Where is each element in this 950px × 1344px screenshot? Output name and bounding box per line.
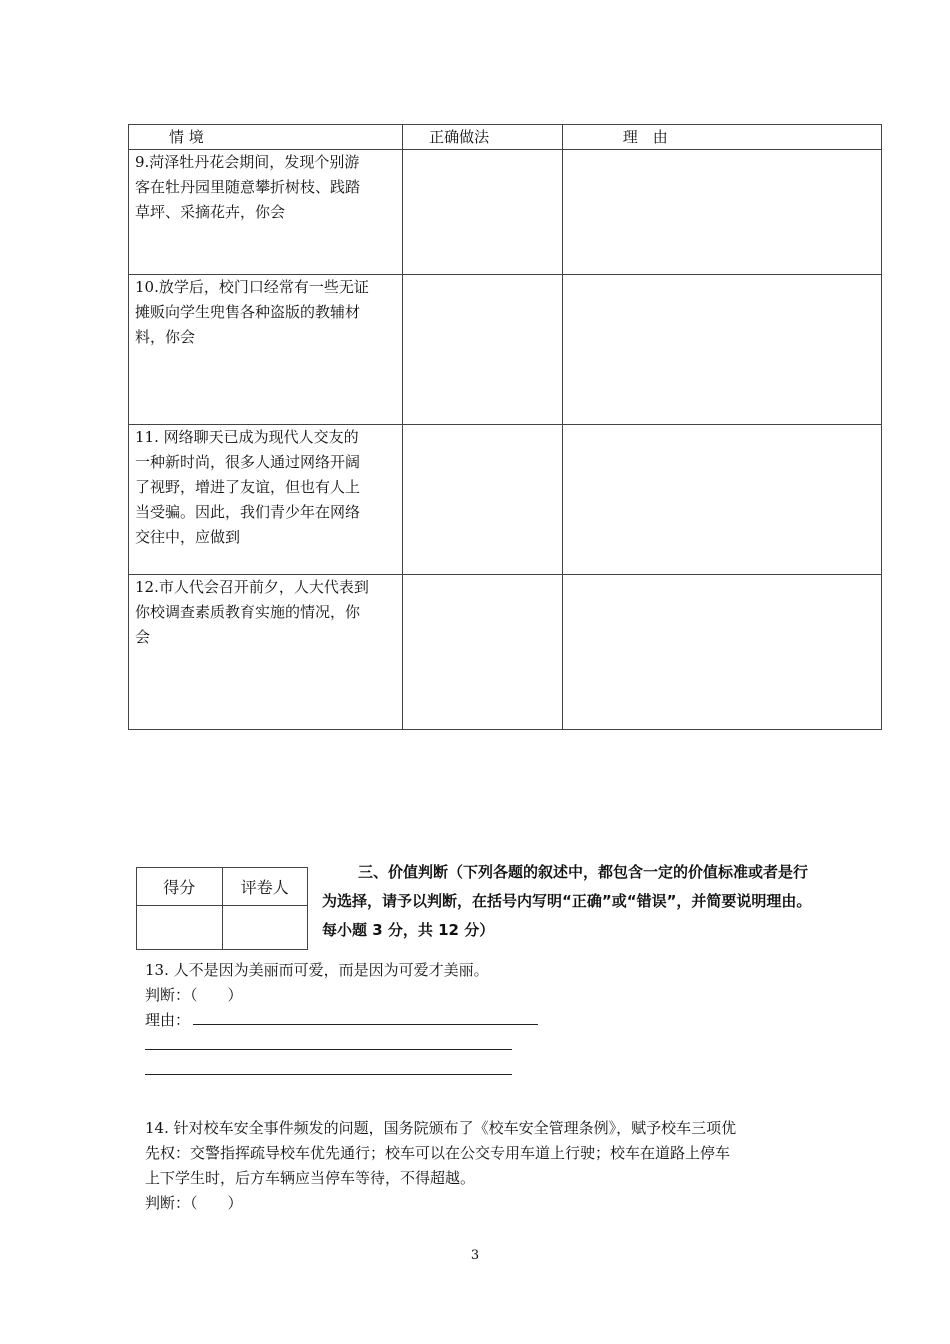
situation-cell: 9.菏泽牡丹花会期间，发现个别游 客在牡丹园里随意攀折树枝、践踏 草坪、采摘花卉，你会 [129, 150, 403, 275]
situation-table [128, 124, 882, 730]
reason-cell[interactable] [562, 275, 881, 425]
reason-cell[interactable] [562, 575, 881, 730]
reason-cell[interactable] [562, 425, 881, 575]
correct-action-cell[interactable] [403, 275, 563, 425]
q13-judge: 判断：（ ） [145, 986, 243, 1004]
grader-field[interactable] [222, 906, 308, 950]
situation-cell: 12.市人代会召开前夕，人大代表到 你校调查素质教育实施的情况，你 会 [129, 575, 403, 730]
table-row [129, 150, 882, 275]
table-row [129, 575, 882, 730]
table-row [129, 275, 882, 425]
score-field[interactable] [137, 906, 223, 950]
correct-action-cell[interactable] [403, 425, 563, 575]
situation-cell: 10.放学后，校门口经常有一些无证 摊贩向学生兜售各种盗版的教辅材 料，你会 [129, 275, 403, 425]
grader-label: 评卷人 [222, 868, 308, 906]
score-box [136, 867, 308, 950]
header-correct-action: 正确做法 [403, 125, 563, 150]
reason-line[interactable] [145, 1074, 512, 1075]
header-situation: 情 境 [129, 125, 403, 150]
q14-judge: 判断：（ ） [145, 1194, 243, 1212]
q14-line-1: 14. 针对校车安全事件频发的问题，国务院颁布了《校车安全管理条例》，赋予校车三项优 [145, 1119, 737, 1137]
table-row [129, 425, 882, 575]
header-reason: 理 由 [562, 125, 881, 150]
table-header-row [129, 125, 882, 150]
q13-text: 13. 人不是因为美丽而可爱，而是因为可爱才美丽。 [145, 961, 489, 979]
q13-reason-label: 理由： [145, 1011, 191, 1029]
q14-line-2: 先权：交警指挥疏导校车优先通行；校车可以在公交专用车道上行驶；校车在道路上停车 [145, 1144, 731, 1162]
reason-cell[interactable] [562, 150, 881, 275]
reason-line[interactable] [145, 1049, 512, 1050]
section-heading: 三、价值判断（下列各题的叙述中，都包含一定的价值标准或者是行为选择，请予以判断，在括号内写明“正确”或“错误”，并简要说明理由。每小题 3 分，共 12 分） [322, 863, 812, 939]
score-label: 得分 [137, 868, 223, 906]
page-number: 3 [470, 1248, 480, 1263]
situation-cell: 11. 网络聊天已成为现代人交友的 一种新时尚，很多人通过网络开阔 了视野，增进了友谊，但也有人上 当受骗。因此，我们青少年在网络 交往中，应做到 [129, 425, 403, 575]
q14-line-3: 上下学生时，后方车辆应当停车等待，不得超越。 [145, 1169, 476, 1187]
reason-line[interactable] [193, 1024, 538, 1025]
correct-action-cell[interactable] [403, 575, 563, 730]
correct-action-cell[interactable] [403, 150, 563, 275]
